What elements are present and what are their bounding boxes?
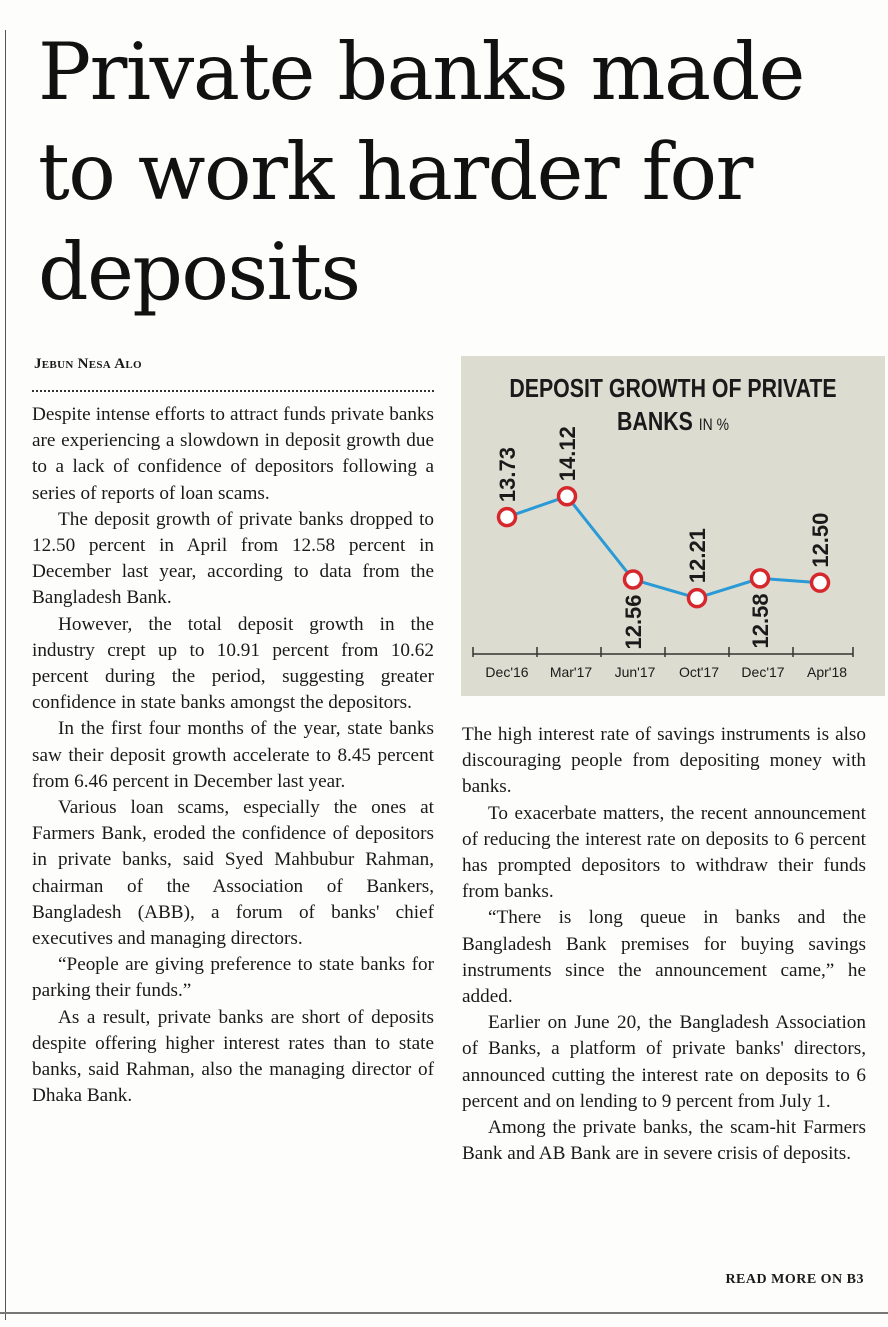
paragraph: Various loan scams, especially the ones at Farmers Bank, eroded the confidence of depositors in private banks, said Syed Mahbubur Rahman, chairman of the Association of Bankers, Bangladesh (ABB), a forum of banks' chief executives and managing directors. <box>32 797 434 950</box>
left-column-rule <box>5 30 6 1320</box>
data-label: 12.58 <box>748 593 773 649</box>
paragraph: As a result, private banks are short of deposits despite offering higher interest rates than to state banks, said Rahman, also the managing director of Dhaka Bank. <box>32 1006 434 1107</box>
paragraph: Earlier on June 20, the Bangladesh Association of Banks, a platform of private banks' directors, announced cutting the interest rate on deposits to 6 percent and on lending to 9 percent from July 1. <box>462 1012 866 1112</box>
data-label: 13.73 <box>495 447 520 503</box>
x-tick-label: Jun'17 <box>614 664 656 680</box>
data-label: 12.50 <box>808 512 833 568</box>
paragraph: Despite intense efforts to attract funds private banks are experiencing a slowdown in deposit growth due to a lack of confidence of depositors following a series of reports of loan scams. <box>32 404 434 504</box>
x-tick-label: Dec'16 <box>485 664 529 680</box>
x-tick-label: Apr'18 <box>806 664 848 680</box>
x-tick-label: Mar'17 <box>549 664 593 680</box>
paragraph: To exacerbate matters, the recent announcement of reducing the interest rate on deposits to 6 percent has prompted depositors to withdraw their funds from banks. <box>462 802 866 903</box>
x-tick-label: Dec'17 <box>741 664 785 680</box>
data-label: 12.21 <box>685 528 710 584</box>
data-point <box>625 571 642 588</box>
byline-dotted-rule <box>32 390 434 392</box>
bottom-rule <box>0 1312 888 1314</box>
chart-title-text: DEPOSIT GROWTH OF PRIVATE BANKS <box>509 373 837 436</box>
data-point <box>499 509 516 526</box>
data-label: 14.12 <box>555 426 580 482</box>
byline: Jebun Nesa Alo <box>34 356 142 372</box>
series-line <box>507 496 820 598</box>
article-column-1 <box>32 402 434 1109</box>
paragraph: The deposit growth of private banks dropped to 12.50 percent in April from 12.58 percent in December last year, according to data from the Bangladesh Bank. <box>32 508 434 609</box>
paragraph: “There is long queue in banks and the Bangladesh Bank premises for buying savings instruments since the announcement came,” he added. <box>462 907 866 1008</box>
paragraph: “People are giving preference to state banks for parking their funds.” <box>32 954 434 1002</box>
data-point <box>689 590 706 607</box>
article-column-2 <box>462 722 866 1167</box>
data-point <box>752 570 769 587</box>
paragraph: In the first four months of the year, state banks saw their deposit growth accelerate to 8.45 percent from 6.46 percent in December last year. <box>32 718 434 792</box>
deposit-growth-chart <box>461 356 885 696</box>
headline: Private banks made to work harder for deposits <box>38 26 804 318</box>
paragraph: Among the private banks, the scam-hit Farmers Bank and AB Bank are in severe crisis of deposits. <box>462 1117 866 1165</box>
x-tick-label: Oct'17 <box>678 664 720 680</box>
paragraph: The high interest rate of savings instruments is also discouraging people from depositing money with banks. <box>462 724 866 798</box>
chart-plot-area <box>461 356 885 696</box>
chart-unit: IN % <box>698 415 729 434</box>
data-point <box>559 488 576 505</box>
paragraph: However, the total deposit growth in the industry crept up to 10.91 percent from 10.62 percent during the period, suggesting greater confidence in state banks amongst the depositors. <box>32 613 434 714</box>
read-more-link[interactable]: READ MORE ON B3 <box>725 1272 864 1287</box>
data-label: 12.56 <box>621 594 646 650</box>
data-point <box>812 574 829 591</box>
